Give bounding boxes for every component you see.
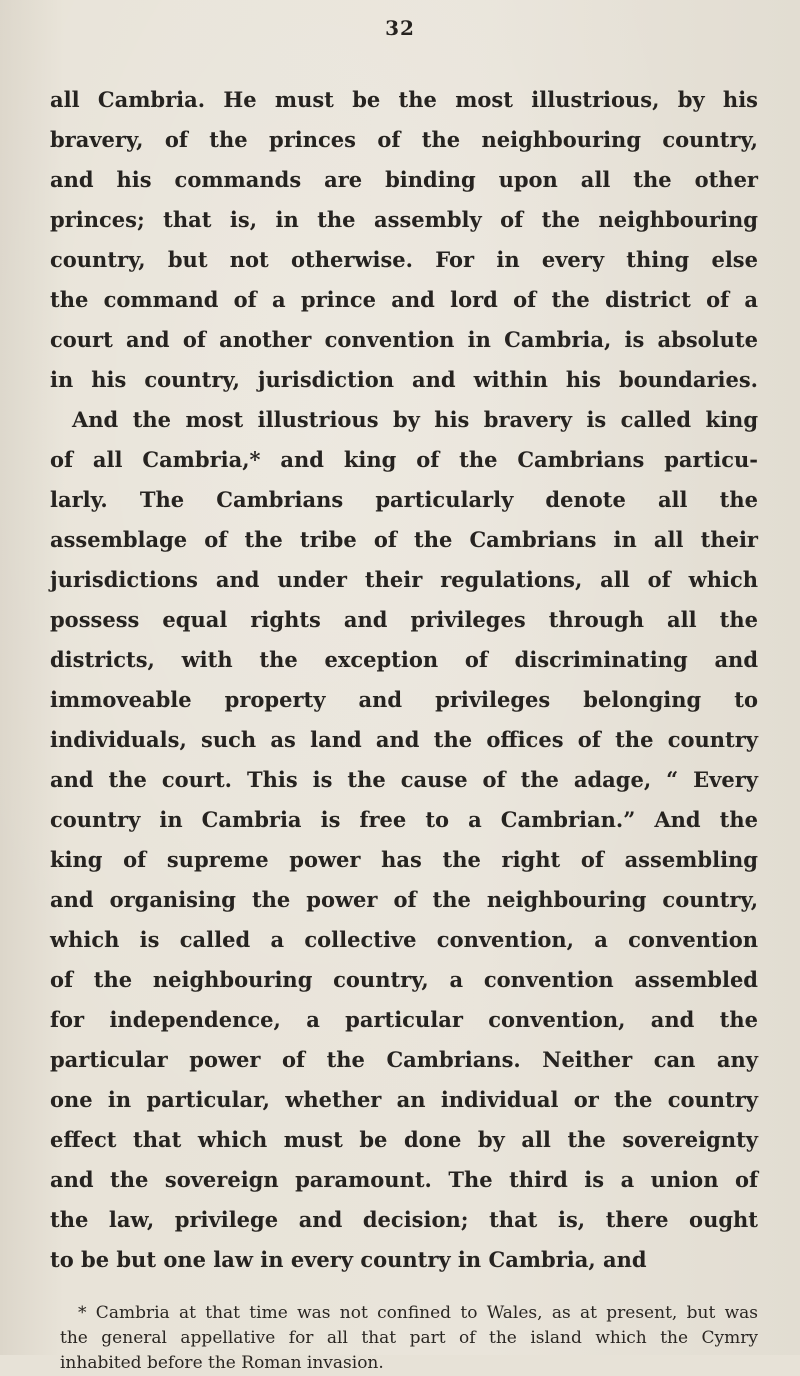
text-line: to be but one law in every country in Cambria, and xyxy=(50,1247,647,1272)
text-line: princes; that is, in the assembly of the neighbouring xyxy=(50,207,758,232)
text-line: of all Cambria,* and king of the Cambrians particu- xyxy=(50,447,758,472)
text-line: the command of a prince and lord of the district of a xyxy=(50,287,758,312)
text-line: the law, privilege and decision; that is, there ought xyxy=(50,1207,758,1232)
text-line: and the court. This is the cause of the adage, “ Every xyxy=(50,767,758,792)
text-line: court and of another convention in Cambria, is absolute xyxy=(50,327,758,352)
text-line: bravery, of the princes of the neighbouring country, xyxy=(50,127,758,152)
text-line: in his country, jurisdiction and within his boundaries. xyxy=(50,367,758,392)
footnote-line: inhabited before the Roman invasion. xyxy=(60,1353,384,1373)
text-line: individuals, such as land and the offices of the country xyxy=(50,727,758,752)
page-number: 32 xyxy=(385,16,415,40)
text-line: country in Cambria is free to a Cambrian.” And the xyxy=(50,807,758,832)
text-line: and his commands are binding upon all the other xyxy=(50,167,758,192)
text-line: for independence, a particular convention, and the xyxy=(50,1007,758,1032)
text-line: king of supreme power has the right of assembling xyxy=(50,847,758,872)
text-line: which is called a collective convention, a convention xyxy=(50,927,758,952)
text-line: and organising the power of the neighbouring country, xyxy=(50,887,758,912)
text-line: And the most illustrious by his bravery is called king xyxy=(72,407,758,432)
text-line: particular power of the Cambrians. Neither can any xyxy=(50,1047,758,1072)
text-line: districts, with the exception of discriminating and xyxy=(50,647,758,672)
text-line: all Cambria. He must be the most illustrious, by his xyxy=(50,87,758,112)
text-line: larly. The Cambrians particularly denote all the xyxy=(50,487,758,512)
footnote-line: * Cambria at that time was not confined to Wales, as at present, but was xyxy=(78,1303,758,1323)
text-line: possess equal rights and privileges through all the xyxy=(50,607,758,632)
text-line: assemblage of the tribe of the Cambrians in all their xyxy=(50,527,758,552)
text-line: immoveable property and privileges belonging to xyxy=(50,687,758,712)
text-line: effect that which must be done by all the sovereignty xyxy=(50,1127,758,1152)
text-line: one in particular, whether an individual or the country xyxy=(50,1087,758,1112)
footnote-line: the general appellative for all that part of the island which the Cymry xyxy=(60,1328,758,1348)
text-line: of the neighbouring country, a convention assembled xyxy=(50,967,758,992)
text-line: country, but not otherwise. For in every thing else xyxy=(50,247,758,272)
text-line: and the sovereign paramount. The third is a union of xyxy=(50,1167,758,1192)
text-line: jurisdictions and under their regulations, all of which xyxy=(50,567,758,592)
